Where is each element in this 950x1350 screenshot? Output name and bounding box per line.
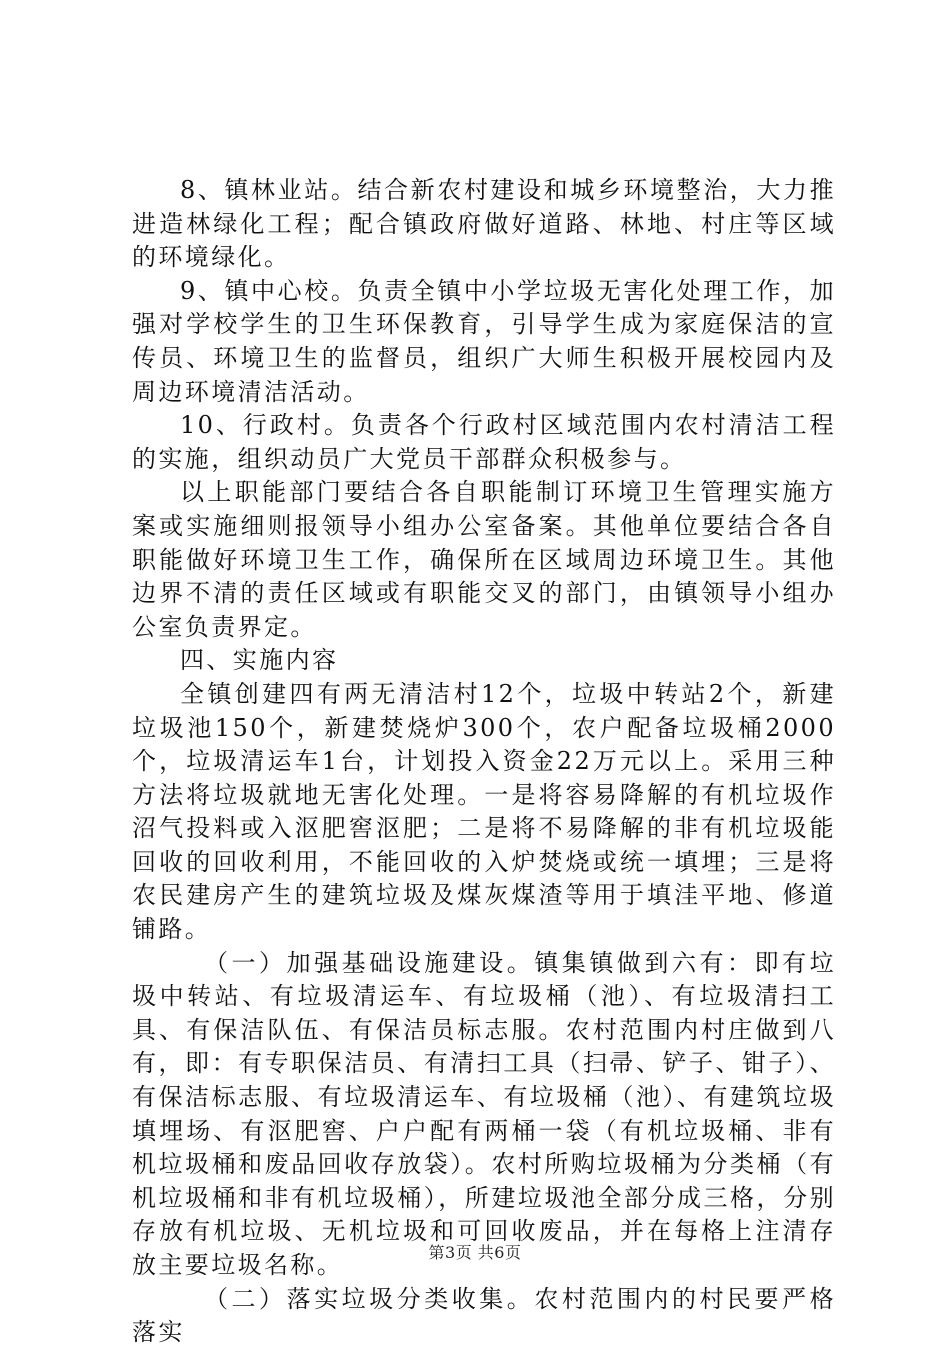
paragraph-implementation-content: 全镇创建四有两无清洁村12个，垃圾中转站2个，新建垃圾池150个，新建焚烧炉300个，农户配备垃圾桶2000个，垃圾清运车1台，计划投入资金22万元以上。采用三种方法将垃圾就地无害化处理。一是将容易降解的有机垃圾作沼气投料或入沤肥窖沤肥；二是将不易降解的非有机垃圾能回收的回收利用，不能回收的入炉焚烧或统一填埋；三是将农民建房产生的建筑垃圾及煤灰煤渣等用于填洼平地、修道铺路。	[132, 679, 836, 944]
section-heading-implementation: 四、实施内容	[180, 646, 339, 675]
paragraph-department-duties: 以上职能部门要结合各自职能制订环境卫生管理实施方案或实施细则报领导小组办公室备案。其他单位要结合各自职能做好环境卫生工作，确保所在区域周边环境卫生。其他边界不清的责任区域或有职能交叉的部门，由镇领导小组办公室负责界定。	[132, 478, 836, 641]
paragraph-forestry-station: 8、镇林业站。结合新农村建设和城乡环境整治，大力推进造林绿化工程；配合镇政府做好道路、林地、村庄等区域的环境绿化。	[132, 176, 836, 272]
paragraph-waste-sorting: （二）落实垃圾分类收集。农村范围内的村民要严格落实	[132, 1284, 836, 1347]
paragraph-central-school: 9、镇中心校。负责全镇中小学垃圾无害化处理工作，加强对学校学生的卫生环保教育，引导学生成为家庭保洁的宣传员、环境卫生的监督员，组织广大师生积极开展校园内及周边环境清洁活动。	[132, 276, 836, 406]
paragraph-administrative-village: 10、行政村。负责各个行政村区域范围内农村清洁工程的实施，组织动员广大党员干部群众积极参与。	[132, 411, 836, 473]
paragraph-infrastructure: （一）加强基础设施建设。镇集镇做到六有：即有垃圾中转站、有垃圾清运车、有垃圾桶（池）、有垃圾清扫工具、有保洁队伍、有保洁员标志服。农村范围内村庄做到八有，即：有专职保洁员、有清扫工具（扫帚、铲子、钳子）、有保洁标志服、有垃圾清运车、有垃圾桶（池）、有建筑垃圾填埋场、有沤肥窖、户户配有两桶一袋（有机垃圾桶、非有机垃圾桶和废品回收存放袋）。农村所购垃圾桶为分类桶（有机垃圾桶和非有机垃圾桶），所建垃圾池全部分成三格，分别存放有机垃圾、无机垃圾和可回收废品，并在每格上注清存放主要垃圾名称。	[132, 948, 836, 1279]
document-body	[132, 174, 836, 1350]
page-number-footer: 第3页 共6页	[428, 1243, 522, 1262]
